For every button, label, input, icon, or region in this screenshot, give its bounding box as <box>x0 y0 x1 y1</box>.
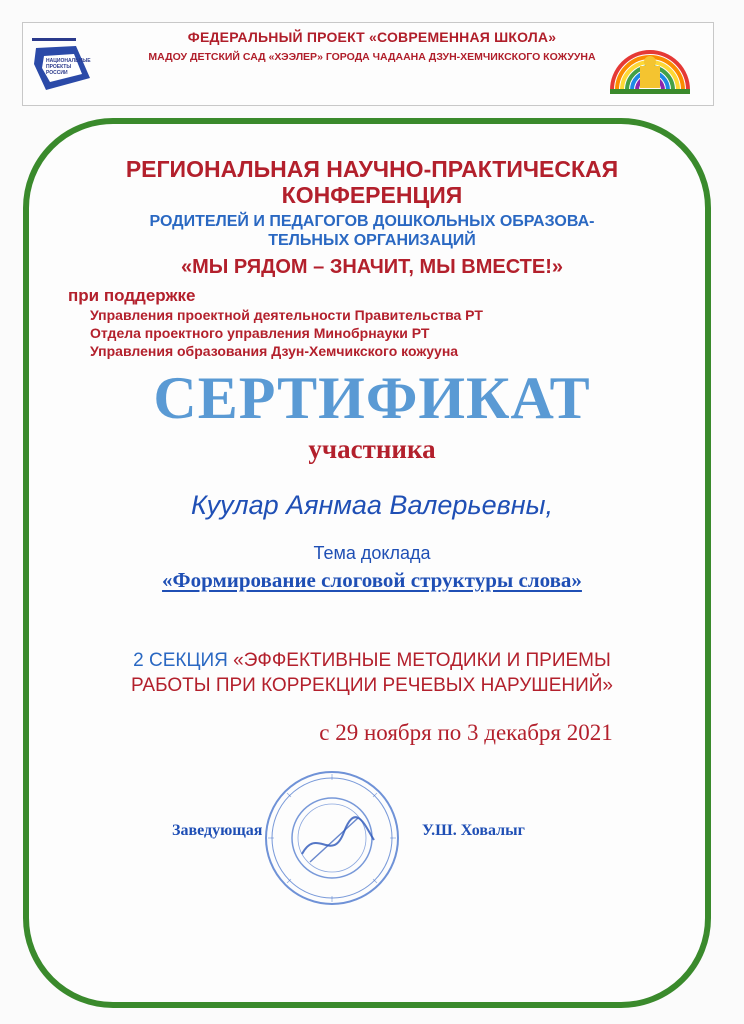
conference-title-line2: КОНФЕРЕНЦИЯ <box>281 182 463 208</box>
conference-motto: «МЫ РЯДОМ – ЗНАЧИТ, МЫ ВМЕСТЕ!» <box>180 256 563 278</box>
support-list <box>90 306 483 360</box>
section-title-line2: РАБОТЫ ПРИ КОРРЕКЦИИ РЕЧЕВЫХ НАРУШЕНИЙ» <box>131 675 613 696</box>
signature-label: Заведующая <box>172 822 263 839</box>
event-dates <box>0 720 744 746</box>
event-dates-text: с 29 ноября по 3 декабря 2021 <box>319 720 613 745</box>
conference-subtitle <box>0 212 744 250</box>
report-topic: «Формирование слоговой структуры слова» <box>162 568 582 592</box>
topic-label: Тема доклада <box>313 543 431 563</box>
conference-subtitle-line2: ТЕЛЬНЫХ ОРГАНИЗАЦИЙ <box>268 232 476 249</box>
official-stamp <box>262 768 402 908</box>
section-title-line1: «ЭФФЕКТИВНЫЕ МЕТОДИКИ И ПРИЕМЫ <box>233 650 611 671</box>
support-item: Отдела проектного управления Минобрнауки РТ <box>90 325 430 341</box>
support-item: Управления образования Дзун-Хемчикского кожууна <box>90 343 459 359</box>
conference-title-line1: РЕГИОНАЛЬНАЯ НАУЧНО-ПРАКТИЧЕСКАЯ <box>125 156 619 182</box>
kindergarten-rainbow-logo <box>604 34 696 96</box>
certificate-title: СЕРТИФИКАТ <box>153 365 591 431</box>
conference-subtitle-line1: РОДИТЕЛЕЙ И ПЕДАГОГОВ ДОШКОЛЬНЫХ ОБРАЗОВА- <box>149 213 595 230</box>
section-line1 <box>0 648 744 673</box>
recipient-name: Куулар Аянмаа Валерьевны, <box>191 490 553 520</box>
conference-title <box>0 156 744 208</box>
support-label: при поддержке <box>68 286 196 305</box>
section-number: 2 СЕКЦИЯ <box>133 650 228 671</box>
support-item: Управления проектной деятельности Правительства РТ <box>90 307 483 323</box>
participant-label: участника <box>308 434 436 464</box>
section-info <box>0 648 744 698</box>
header-project-title: ФЕДЕРАЛЬНЫЙ ПРОЕКТ «СОВРЕМЕННАЯ ШКОЛА» <box>187 29 557 45</box>
header-organization: МАДОУ ДЕТСКИЙ САД «ХЭЭЛЕР» ГОРОДА ЧАДААНА ДЗУН-ХЕМЧИКСКОГО КОЖУУНА <box>148 51 596 63</box>
signature-name: У.Ш. Ховалыг <box>422 822 525 839</box>
logo-left-text: НАЦИОНАЛЬНЫЕ ПРОЕКТЫ РОССИИ <box>46 58 91 76</box>
